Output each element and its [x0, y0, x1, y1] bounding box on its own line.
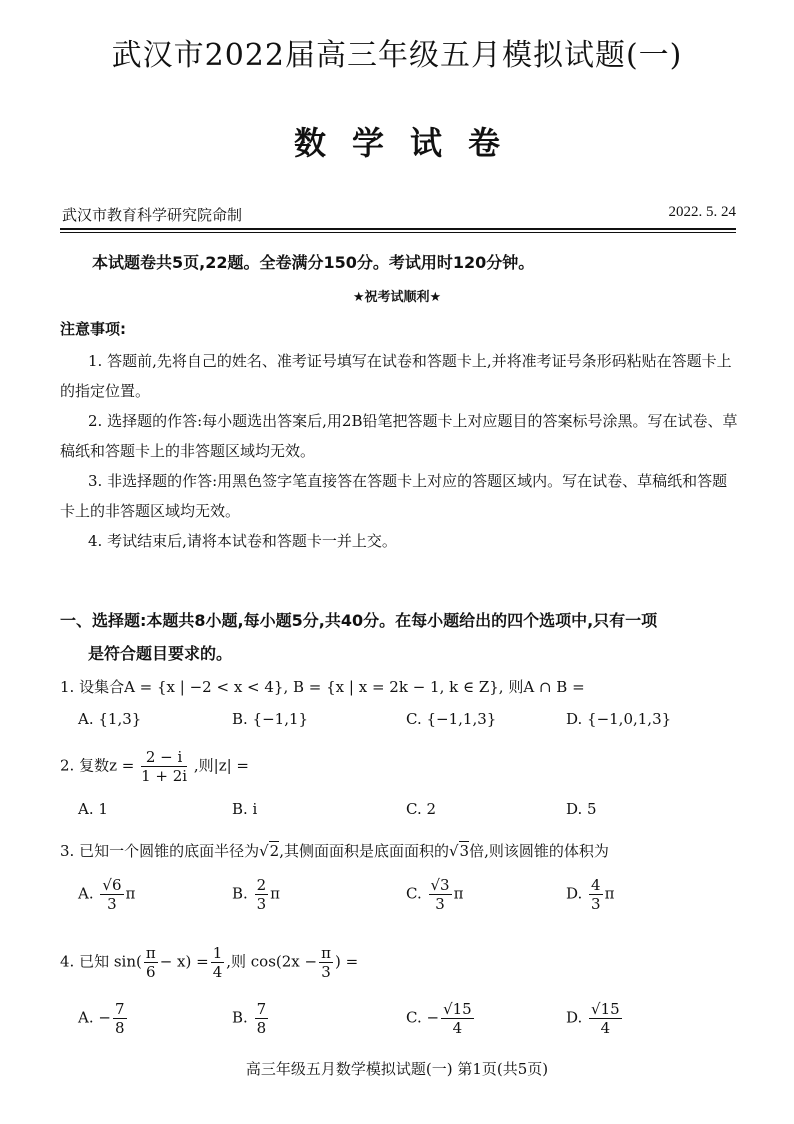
q3-option-c: C. $\frac{√3}{3}$ π — [406, 876, 464, 913]
q1-option-d: D. {−1,0,1,3} — [566, 710, 672, 728]
question-2-stem — [60, 748, 249, 785]
paper-title: 武汉市2022届高三年级五月模拟试题(一) — [111, 38, 683, 73]
header-rule-thin — [60, 232, 736, 233]
section-heading-line1: 一、选择题:本题共8小题,每小题5分,共40分。在每小题给出的四个选项中,只有一项 — [60, 611, 658, 630]
q4-option-c: C. − $\frac{√15}{4}$ — [406, 1000, 472, 1037]
q3-sqrt-radius: 2 — [269, 842, 280, 860]
exam-intro: 本试题卷共5页,22题。全卷满分150分。考试用时120分钟。 — [92, 253, 535, 272]
note-item: 1. 答题前,先将自己的姓名、准考证号填写在试卷和答题卡上,并将准考证号条形码粘贴在答题卡上的指定位置。 — [60, 352, 732, 400]
q3-stem-part2: ,其侧面面积是底面面积的 — [279, 842, 449, 860]
q3-option-d: D. $\frac{4}{3}$ π — [566, 876, 615, 913]
publisher: 武汉市教育科学研究院命制 — [62, 206, 243, 224]
question-4-stem: 4. 已知 sin( $\frac{\pi}{6}$ − x) = $\frac{1}{4}$ ,则 cos(2x − $\frac{\pi}{3}$ ) = — [60, 944, 359, 981]
q2-suffix: ,则|z| = — [193, 756, 250, 775]
good-luck-line: ★祝考试顺利★ — [352, 290, 442, 305]
note-item: 3. 非选择题的作答:用黑色签字笔直接答在答题卡上对应的答题区域内。写在试卷、草稿纸和答题卡上的非答题区域均无效。 — [60, 472, 728, 520]
page-footer: 高三年级五月数学模拟试题(一) 第1页(共5页) — [245, 1060, 549, 1078]
q2-option-d: D. 5 — [566, 800, 597, 818]
q3-stem-part3: 倍,则该圆锥的体积为 — [469, 842, 609, 860]
q2-option-b: B. i — [232, 800, 258, 818]
q2-fraction — [141, 748, 187, 785]
question-1-stem: 1. 设集合A = {x | −2 < x < 4}, B = {x | x = 2k − 1, k ∈ Z}, 则A ∩ B = — [60, 678, 585, 696]
q4-option-b: B. $\frac{7}{8}$ — [232, 1000, 267, 1037]
question-3-stem: 3. 已知一个圆锥的底面半径为√2,其侧面面积是底面面积的√3倍,则该圆锥的体积为 — [60, 842, 609, 860]
note-item: 4. 考试结束后,请将本试卷和答题卡一并上交。 — [88, 532, 397, 550]
q3-option-a: A. $\frac{√6}{3}$ π — [78, 876, 136, 913]
notes-title: 注意事项: — [60, 320, 126, 338]
q1-option-b: B. {−1,1} — [232, 710, 309, 728]
q3-option-b: B. $\frac{2}{3}$ π — [232, 876, 280, 913]
q2-option-c: C. 2 — [406, 800, 437, 818]
q4-option-d: D. $\frac{√15}{4}$ — [566, 1000, 620, 1037]
q1-option-c: C. {−1,1,3} — [406, 710, 497, 728]
subject-title: 数学试卷 — [293, 124, 526, 162]
q1-option-a: A. {1,3} — [78, 710, 142, 728]
q2-prefix: 2. 复数z = — [60, 756, 135, 775]
note-item: 2. 选择题的作答:每小题选出答案后,用2B铅笔把答题卡上对应题目的答案标号涂黑。写在试卷、草稿纸和答题卡上的非答题区域均无效。 — [60, 412, 738, 460]
section-heading-line2: 是符合题目要求的。 — [88, 644, 233, 663]
exam-date: 2022. 5. 24 — [668, 204, 736, 220]
q4-option-a: A. − $\frac{7}{8}$ — [78, 1000, 125, 1037]
section-heading — [60, 604, 750, 670]
q2-frac-den: 1 + 2i — [141, 767, 188, 785]
header-rule-thick — [60, 228, 736, 230]
q2-frac-num: 2 − i — [141, 748, 187, 767]
q3-sqrt-ratio: 3 — [459, 842, 470, 860]
q3-stem-part1: 3. 已知一个圆锥的底面半径为 — [60, 842, 260, 860]
q2-option-a: A. 1 — [78, 800, 108, 818]
